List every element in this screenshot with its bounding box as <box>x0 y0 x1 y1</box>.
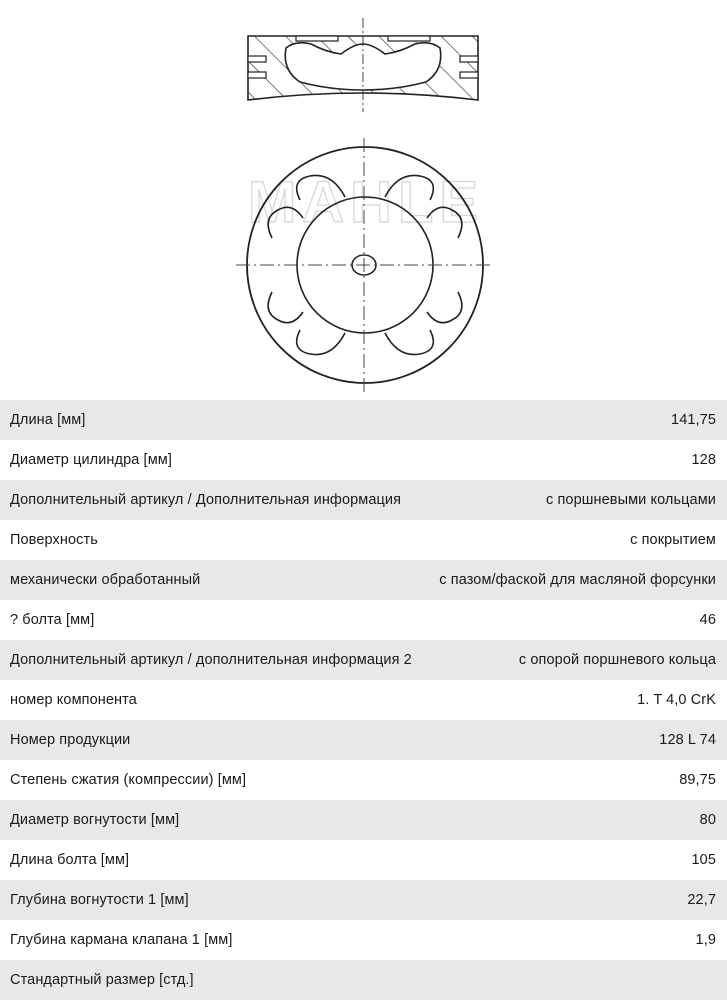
spec-row <box>0 600 727 640</box>
piston-section-view <box>248 18 478 112</box>
spec-label: Диаметр цилиндра [мм] <box>10 452 172 468</box>
spec-row <box>0 480 727 520</box>
spec-row <box>0 960 727 1000</box>
spec-row <box>0 800 727 840</box>
spec-label: Поверхность <box>10 532 98 548</box>
spec-row <box>0 400 727 440</box>
spec-label: Глубина вогнутости 1 [мм] <box>10 892 189 908</box>
spec-row <box>0 520 727 560</box>
lobe-bottom-left-arc <box>297 330 345 355</box>
spec-label: Дополнительный артикул / Дополнительная информация <box>10 492 402 508</box>
spec-row <box>0 760 727 800</box>
spec-value: с покрытием <box>630 532 716 548</box>
spec-label: Стандартный размер [стд.] <box>10 972 194 988</box>
spec-value: 105 <box>691 852 716 868</box>
lobe-bottom-right-inner <box>427 292 462 323</box>
spec-row <box>0 840 727 880</box>
spec-label: механически обработанный <box>10 572 201 588</box>
mahle-watermark: MAHLE <box>247 170 485 235</box>
lobe-bottom-left-inner <box>268 292 303 323</box>
spec-row <box>0 920 727 960</box>
spec-label: номер компонента <box>10 692 137 708</box>
spec-value: 141,75 <box>671 412 716 428</box>
valve-pocket-left <box>296 36 338 41</box>
spec-value: с поршневыми кольцами <box>546 492 716 508</box>
piston-drawing-svg <box>0 0 727 400</box>
spec-label: Номер продукции <box>10 732 131 748</box>
spec-value: 128 L 74 <box>659 732 716 748</box>
ring-groove-right-2 <box>460 72 478 78</box>
piston-technical-drawing <box>0 0 727 400</box>
spec-value: с пазом/фаской для масляной форсунки <box>439 572 716 588</box>
spec-label: Диаметр вогнутости [мм] <box>10 812 180 828</box>
spec-label: ? болта [мм] <box>10 612 95 628</box>
spec-row <box>0 720 727 760</box>
spec-value: 128 <box>691 452 716 468</box>
spec-label: Степень сжатия (компрессии) [мм] <box>10 772 247 788</box>
ring-groove-left-2 <box>248 72 266 78</box>
spec-value: 1,9 <box>695 932 716 948</box>
spec-value: 1. T 4,0 CrK <box>637 692 716 708</box>
spec-row <box>0 640 727 680</box>
spec-value: с опорой поршневого кольца <box>518 652 716 668</box>
spec-row <box>0 440 727 480</box>
ring-groove-right-1 <box>460 56 478 62</box>
spec-value: 89,75 <box>679 772 716 788</box>
spec-value: 46 <box>699 612 716 628</box>
spec-value: 80 <box>699 812 716 828</box>
spec-row <box>0 880 727 920</box>
ring-groove-left-1 <box>248 56 266 62</box>
lobe-bottom-right-arc <box>385 330 433 355</box>
piston-top-view <box>236 138 494 395</box>
spec-label: Длина [мм] <box>10 412 86 428</box>
spec-label: Глубина кармана клапана 1 [мм] <box>10 932 233 948</box>
valve-pocket-right <box>388 36 430 41</box>
spec-label: Дополнительный артикул / дополнительная информация 2 <box>10 652 412 668</box>
spec-value: 22,7 <box>687 892 716 908</box>
spec-label: Длина болта [мм] <box>10 852 130 868</box>
specifications-table <box>0 400 727 1000</box>
spec-row <box>0 680 727 720</box>
spec-row <box>0 560 727 600</box>
